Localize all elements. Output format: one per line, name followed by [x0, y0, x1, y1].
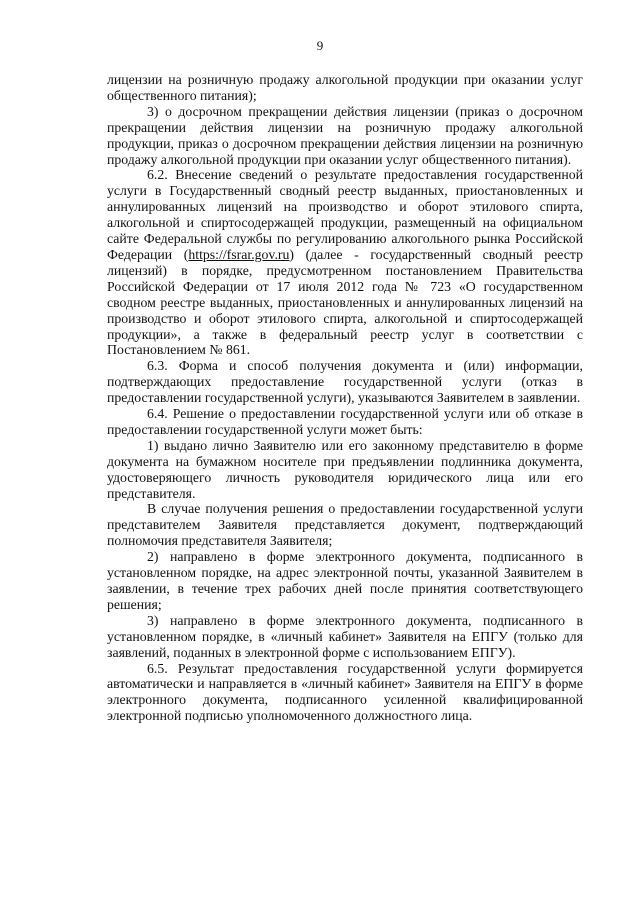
paragraph-item-1-in-person: 1) выдано лично Заявителю или его законному представителю в форме документа на бумажном носителе при предъявлении подлинника документа, удостоверяющего личность руководителя юридического лица или его представителя.	[107, 437, 583, 501]
paragraph-6-2-text-end: ) (далее - государственный сводный реестр лицензий) в порядке, предусмотренном постановлением Правительства Российской Федерации от 17 июля 2012 года № 723 «О государственном сводном реестре выданных, приостановленных и аннулированных лицензий на производство и оборот этилового спирта, алкогольной и спиртосодержащей продукции», а также в федеральный реестр услуг в соответствии с Постановлением № 861.	[107, 246, 583, 358]
paragraph-representative: В случае получения решения о предоставлении государственной услуги представителем Заявителя представляется документ, подтверждающий полномочия представителя Заявителя;	[107, 501, 583, 549]
fsrar-website-link[interactable]: https://fsrar.gov.ru	[188, 246, 290, 262]
paragraph-6-3: 6.3. Форма и способ получения документа и (или) информации, подтверждающих предоставление государственной услуги (отказ в предоставлении государственной услуги), указываются Заявителем в заявлении.	[107, 358, 583, 406]
paragraph-item-3-personal-account: 3) направлено в форме электронного документа, подписанного в установленном порядке, в «личный кабинет» Заявителя на ЕПГУ (только для заявлений, поданных в электронной форме с использованием ЕПГУ).	[107, 612, 583, 660]
paragraph-item-2-email: 2) направлено в форме электронного документа, подписанного в установленном порядке, на адрес электронной почты, указанной Заявителем в заявлении, в течение трех рабочих дней после принятия соответствующего решения;	[107, 549, 583, 612]
paragraph-6-4: 6.4. Решение о предоставлении государственной услуги или об отказе в предоставлении государственной услуги может быть:	[107, 406, 583, 437]
page-number: 9	[316, 38, 324, 53]
paragraph-item-3-early-termination: 3) о досрочном прекращении действия лицензии (приказ о досрочном прекращении действия лицензии на розничную продажу алкогольной продукции, приказ о досрочном прекращении действия лицензии на розничную продажу алкогольной продукции при оказании услуг общественного питания).	[107, 103, 583, 167]
document-body	[107, 72, 583, 724]
paragraph-license-continuation: лицензии на розничную продажу алкогольной продукции при оказании услуг общественного питания);	[107, 72, 583, 103]
paragraph-6-2	[107, 167, 583, 358]
paragraph-6-2-text-start: 6.2. Внесение сведений о результате предоставления государственной услуги в Государственный сводный реестр выданных, приостановленных и аннулированных лицензий на производство и оборот этилового спирта, алкогольной и спиртосодержащей продукции, размещенный на официальном сайте Федеральной службы по регулированию алкогольного рынка Российской Федерации (	[107, 167, 583, 262]
paragraph-6-5: 6.5. Результат предоставления государственной услуги формируется автоматически и направляется в «личный кабинет» Заявителя на ЕПГУ в форме электронного документа, подписанного усиленной квалифицированной электронной подписью уполномоченного должностного лица.	[107, 660, 583, 724]
